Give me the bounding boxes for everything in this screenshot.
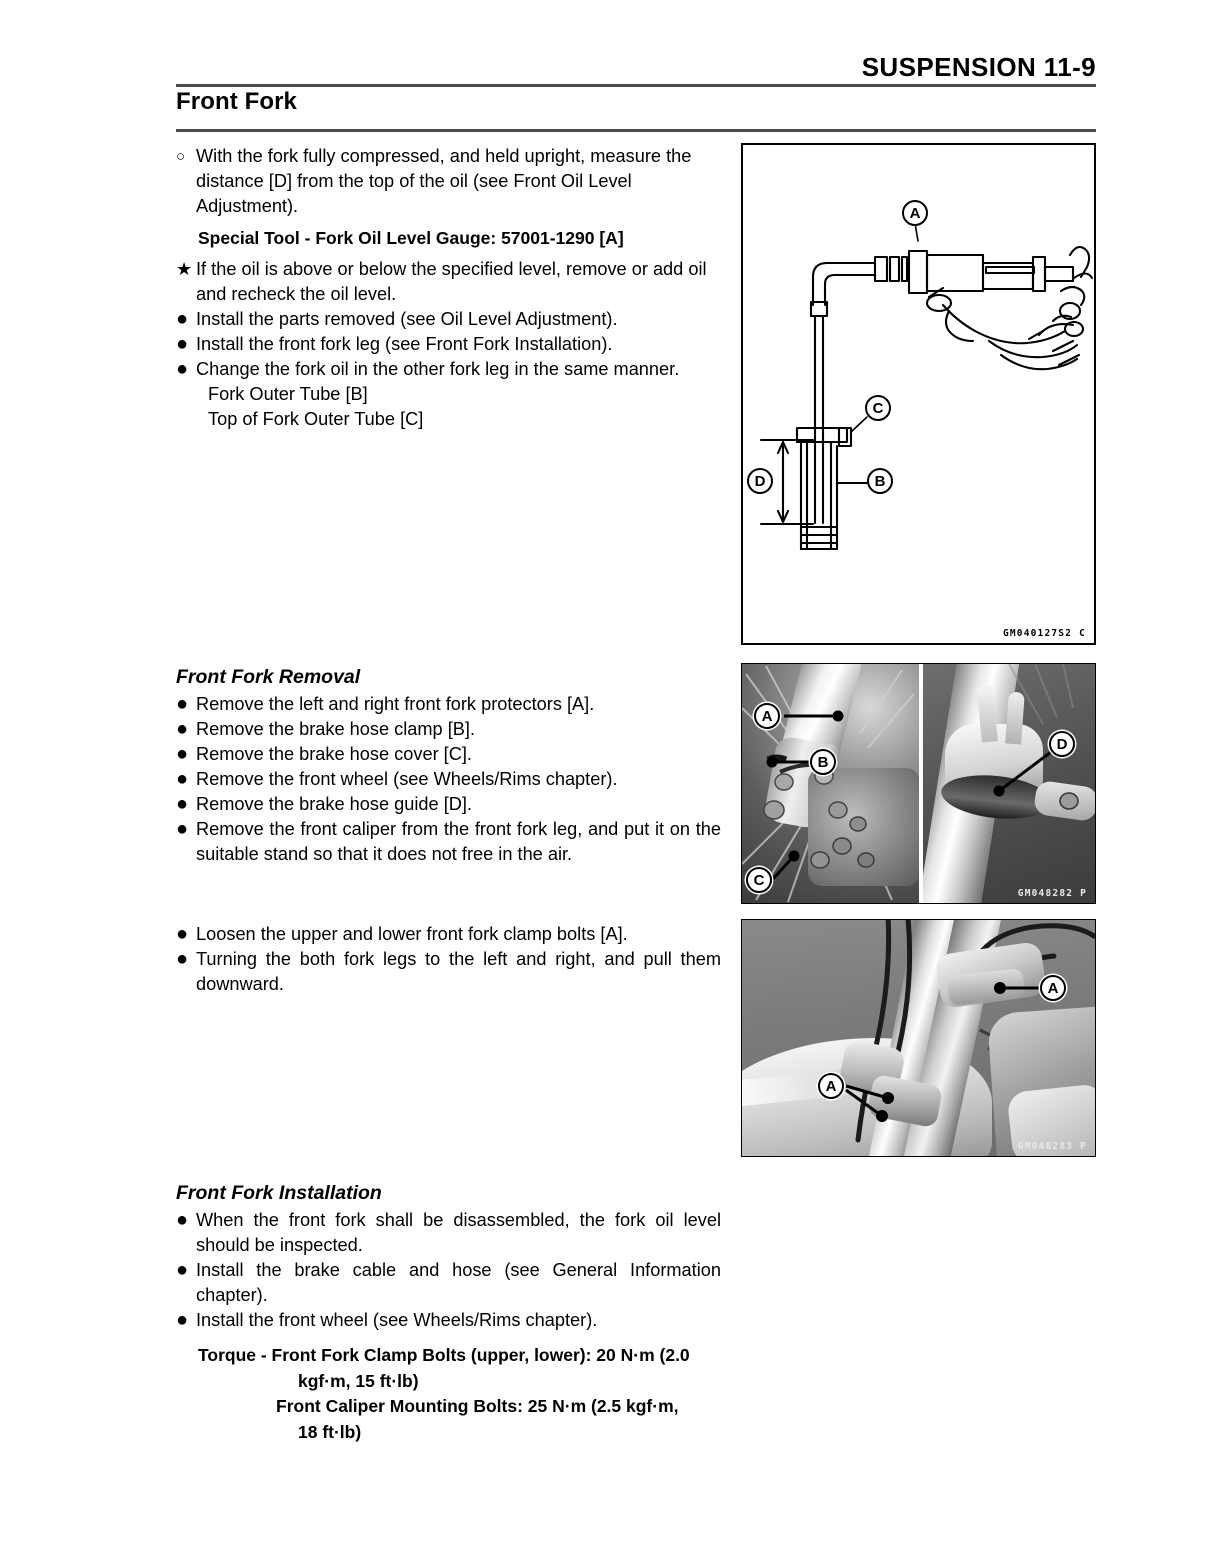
- list-item-label: Change the fork oil in the other fork leg in the same manner.: [196, 359, 680, 379]
- figure-fork-protector-and-hose-guide: [741, 663, 1096, 904]
- header-rule-top: [176, 84, 1096, 87]
- dot-bullet-icon: ●: [176, 333, 189, 355]
- list-item: [176, 357, 721, 382]
- list-item-label: Remove the brake hose guide [D].: [196, 794, 473, 814]
- callout-a: A: [902, 200, 928, 226]
- photo-panel-left: [742, 664, 919, 903]
- callout-a-upper: A: [1040, 975, 1066, 1001]
- list-item: [176, 767, 721, 792]
- list-item-label: Turning the both fork legs to the left and right, and pull them downward.: [196, 949, 721, 994]
- callout-c: C: [865, 395, 891, 421]
- dot-bullet-icon: ●: [176, 818, 189, 840]
- list-item-label: Remove the front caliper from the front fork leg, and put it on the suitable stand so that it does not free in the air.: [196, 819, 721, 864]
- callout-c: C: [746, 867, 772, 893]
- photo-panel-right: [923, 664, 1095, 903]
- torque-line-clamp-bolts: Torque - Front Fork Clamp Bolts (upper, lower): 20 N·m (2.0: [198, 1345, 690, 1365]
- list-item: [176, 307, 721, 332]
- list-item-label: Install the parts removed (see Oil Level Adjustment).: [196, 309, 618, 329]
- sub-label-top-of-fork-outer-tube: Top of Fork Outer Tube [C]: [208, 409, 424, 429]
- torque-line-clamp-bolts-cont: kgf·m, 15 ft·lb): [298, 1370, 419, 1391]
- sub-label-fork-outer-tube: Fork Outer Tube [B]: [208, 384, 368, 404]
- list-item: [176, 922, 721, 947]
- star-bullet-icon: ★: [176, 259, 193, 279]
- list-item-label: When the front fork shall be disassembled, the fork oil level should be inspected.: [196, 1210, 721, 1255]
- list-item-label: Install the brake cable and hose (see General Information chapter).: [196, 1260, 721, 1305]
- list-item: [176, 257, 721, 307]
- text-block-front-fork-removal: [176, 664, 721, 867]
- list-item: [176, 947, 721, 997]
- dot-bullet-icon: ●: [176, 1209, 189, 1231]
- list-item: [176, 144, 721, 219]
- list-item: [176, 692, 721, 717]
- dot-bullet-icon: ●: [176, 1259, 189, 1281]
- dot-bullet-icon: ●: [176, 768, 189, 790]
- list-item-label: Install the front wheel (see Wheels/Rims chapter).: [196, 1310, 598, 1330]
- leader-lines: [742, 920, 1095, 1156]
- page-header-title: SUSPENSION 11-9: [861, 52, 1096, 82]
- dot-bullet-icon: ●: [176, 793, 189, 815]
- dot-bullet-icon: ●: [176, 923, 189, 945]
- subsection-heading-removal: Front Fork Removal: [176, 666, 361, 688]
- list-item-label: Remove the front wheel (see Wheels/Rims chapter).: [196, 769, 618, 789]
- callout-b: B: [810, 749, 836, 775]
- list-item: [176, 817, 721, 867]
- callout-a: A: [754, 703, 780, 729]
- dot-bullet-icon: ●: [176, 718, 189, 740]
- list-item: [176, 792, 721, 817]
- dot-bullet-icon: ●: [176, 948, 189, 970]
- subsection-heading-installation: Front Fork Installation: [176, 1182, 382, 1204]
- callout-b: B: [867, 468, 893, 494]
- callout-d: D: [1049, 731, 1075, 757]
- header-rule-bottom: [176, 129, 1096, 132]
- callout-a-lower: A: [818, 1073, 844, 1099]
- leader-lines-right: [923, 664, 1095, 903]
- special-tool-note: Special Tool - Fork Oil Level Gauge: 57001-1290 [A]: [198, 228, 624, 248]
- figure-code: GM048283 P: [1017, 1141, 1087, 1152]
- figure-front-fork-clamp-bolts: [741, 919, 1096, 1157]
- list-item: [176, 1258, 721, 1308]
- open-circle-bullet-icon: ○: [176, 148, 186, 165]
- list-item-label: If the oil is above or below the specified level, remove or add oil and recheck the oil level.: [196, 259, 707, 304]
- dot-bullet-icon: ●: [176, 358, 189, 380]
- torque-spec-block: [198, 1343, 721, 1445]
- section-title: Front Fork: [176, 88, 297, 115]
- photo-body: [742, 920, 1095, 1156]
- list-item: [176, 1208, 721, 1258]
- list-item: [176, 717, 721, 742]
- text-block-loosen-clamp-bolts: [176, 922, 721, 997]
- list-item-label: Remove the brake hose cover [C].: [196, 744, 472, 764]
- list-item-label: Remove the brake hose clamp [B].: [196, 719, 476, 739]
- list-item-label: Loosen the upper and lower front fork clamp bolts [A].: [196, 924, 628, 944]
- text-block-oil-level: [176, 144, 721, 432]
- list-item-label: Remove the left and right front fork protectors [A].: [196, 694, 595, 714]
- dot-bullet-icon: ●: [176, 693, 189, 715]
- list-item: [176, 742, 721, 767]
- figure-code: GM048282 P: [1017, 888, 1087, 899]
- leader-lines-left: [742, 664, 919, 903]
- dot-bullet-icon: ●: [176, 743, 189, 765]
- torque-line-caliper-bolts: Front Caliper Mounting Bolts: 25 N·m (2.5 kgf·m,: [276, 1396, 679, 1416]
- list-item: [176, 332, 721, 357]
- figure-fork-oil-level-gauge: [741, 143, 1096, 645]
- callout-d: D: [747, 468, 773, 494]
- dot-bullet-icon: ●: [176, 1309, 189, 1331]
- torque-line-caliper-bolts-cont: 18 ft·lb): [298, 1421, 362, 1442]
- list-item: [176, 1308, 721, 1333]
- dot-bullet-icon: ●: [176, 308, 189, 330]
- figure-code: GM040127S2 C: [1002, 628, 1086, 639]
- list-item-label: With the fork fully compressed, and held upright, measure the distance [D] from the top of the oil (see Front Oil Level Adjustment).: [196, 146, 692, 216]
- text-block-front-fork-installation: [176, 1180, 721, 1445]
- list-item-label: Install the front fork leg (see Front Fork Installation).: [196, 334, 613, 354]
